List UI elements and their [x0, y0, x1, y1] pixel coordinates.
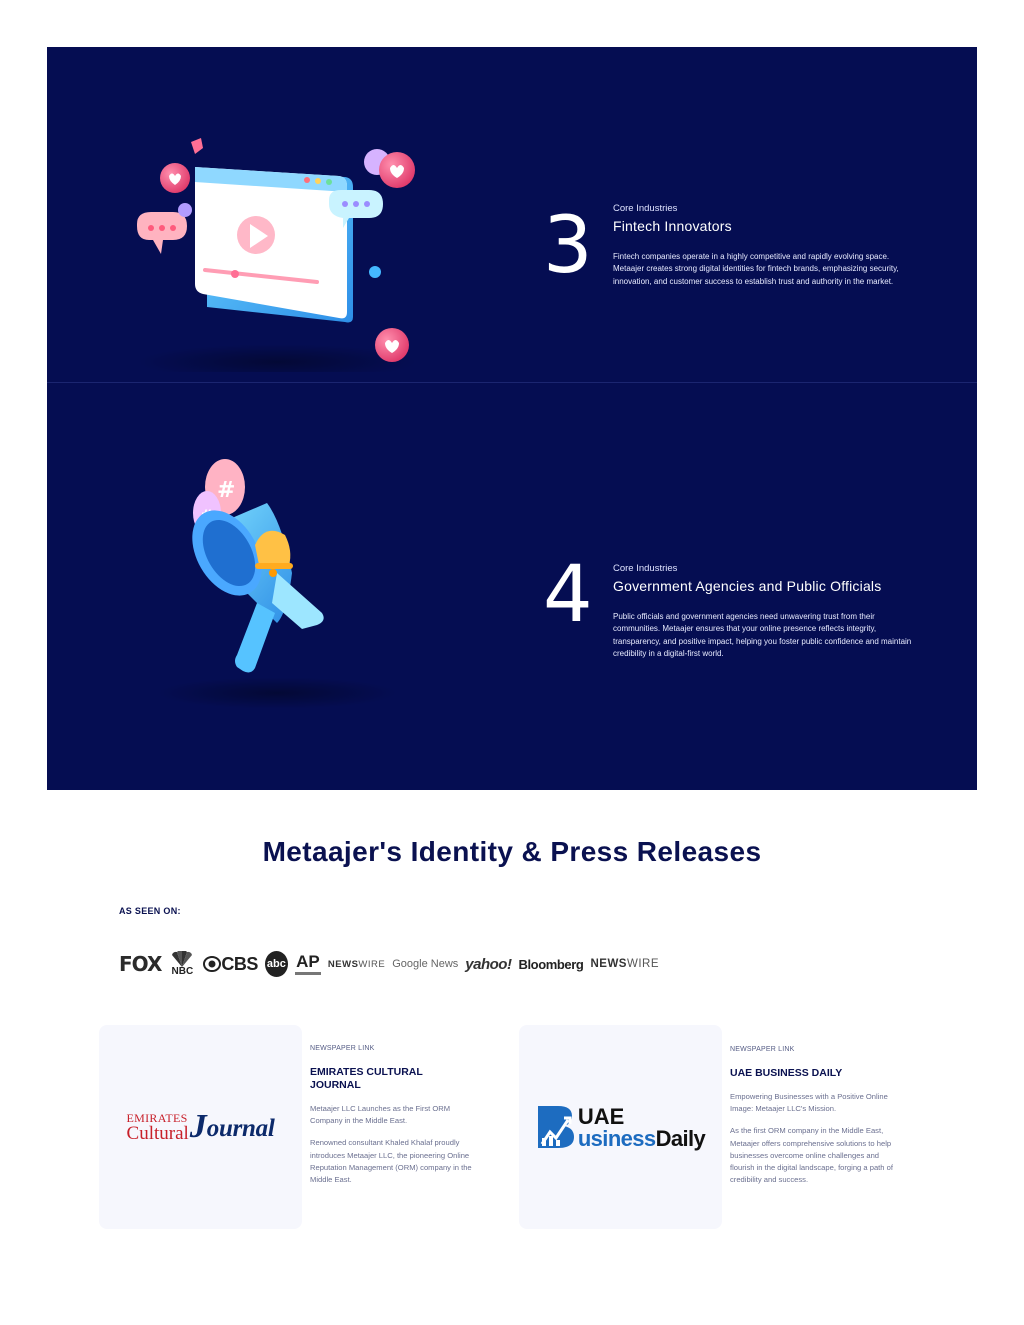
growth-chart-b-icon [536, 1104, 576, 1150]
press-summary: Renowned consultant Khaled Khalaf proudly introduces Metaajer LLC, the pioneering Online Reputation Management (ORM) company in the Middle East. [310, 1138, 472, 1185]
media-logos-strip [119, 946, 659, 982]
svg-text:#: # [217, 478, 236, 503]
ubd-words [578, 1106, 705, 1150]
industry-text-block [613, 563, 913, 661]
newswire-rest: WIRE [358, 958, 386, 970]
ap-wordmark: AP [296, 951, 320, 971]
industry-kicker: Core Industries [613, 563, 678, 574]
peacock-icon [168, 951, 196, 967]
press-summary: As the first ORM company in the Middle East, Metaajer offers comprehensive solutions to help businesses overcome online challenges and flourish in the digital landscape, forging a path of credibility and success. [730, 1126, 893, 1185]
ubd-uae: UAE [577, 1104, 625, 1129]
industry-number: 3 [543, 201, 593, 291]
newspaper-link[interactable]: NEWSPAPER LINK [730, 1046, 795, 1053]
as-seen-on-label: AS SEEN ON: [119, 906, 181, 916]
newspaper-name: EMIRATES CULTURAL JOURNAL [310, 1066, 423, 1091]
cbs-logo [203, 954, 258, 975]
ecj-left-words [127, 1112, 189, 1143]
nbc-logo [168, 951, 196, 977]
ap-logo [295, 951, 321, 975]
press-card-emirates [310, 1045, 475, 1196]
newswire-logo-large [590, 958, 659, 970]
industry-number: 4 [543, 550, 593, 640]
industry-text-block [613, 203, 913, 288]
industry-title: Fintech Innovators [613, 218, 732, 234]
ecj-cultural: Cultural [126, 1122, 189, 1144]
industry-kicker: Core Industries [613, 203, 678, 214]
industry-description: Fintech companies operate in a highly competitive and rapidly evolving space. Metaajer creates strong digital identities for fintech brands, emphasizing security, innovation, and customer success to establish trust and authority in the market. [613, 252, 899, 286]
megaphone-hashtag-icon [117, 453, 427, 713]
newswire-bold: NEWS [327, 958, 359, 970]
ecj-ournal: ournal [206, 1114, 275, 1142]
press-card-uae-business [730, 1046, 895, 1196]
bloomberg-logo: Bloomberg [518, 956, 584, 972]
newspaper-name: UAE BUSINESS DAILY [730, 1067, 843, 1079]
newswire-bold: NEWS [590, 958, 627, 970]
industry-description: Public officials and government agencies need unwavering trust from their communities. Metaajer ensures that your online presence reflects integrity, transparency, and positive impact, helping you foster public confidence and maintain credibility in a digital-first world. [613, 612, 912, 659]
uae-business-daily-logo-card[interactable] [519, 1025, 722, 1229]
newswire-rest: WIRE [626, 958, 659, 970]
ecj-j: J [189, 1107, 207, 1145]
core-industries-section [47, 47, 977, 790]
ubd-daily: Daily [655, 1126, 706, 1151]
press-headline: Metaajer LLC Launches as the First ORM Company in the Middle East. [310, 1104, 451, 1126]
press-section-title: Metaajer's Identity & Press Releases [262, 836, 762, 867]
google-news-logo: Google News [392, 958, 459, 970]
newswire-logo [328, 959, 385, 970]
industry-fintech [47, 47, 977, 383]
press-headline: Empowering Businesses with a Positive Online Image: Metaajer LLC's Mission. [730, 1092, 888, 1114]
ap-underline [295, 972, 321, 975]
emirates-cultural-journal-logo-card[interactable] [99, 1025, 302, 1229]
ecj-emirates: EMIRATES [126, 1110, 188, 1125]
industry-government [47, 383, 977, 790]
abc-logo: abc [265, 951, 288, 977]
video-player-hearts-icon [117, 132, 427, 372]
ubd-business: usiness [577, 1126, 656, 1151]
nbc-wordmark: NBC [171, 966, 194, 977]
fox-logo: FOX [119, 952, 162, 976]
newspaper-link[interactable]: NEWSPAPER LINK [310, 1045, 375, 1052]
yahoo-logo: yahoo! [465, 955, 512, 973]
industry-title: Government Agencies and Public Officials [613, 578, 882, 594]
uae-business-daily-logo [536, 1104, 705, 1150]
emirates-cultural-journal-logo [126, 1107, 275, 1145]
cbs-eye-icon [203, 956, 221, 972]
ubd-business-daily [578, 1128, 705, 1150]
cbs-wordmark: CBS [221, 953, 258, 974]
